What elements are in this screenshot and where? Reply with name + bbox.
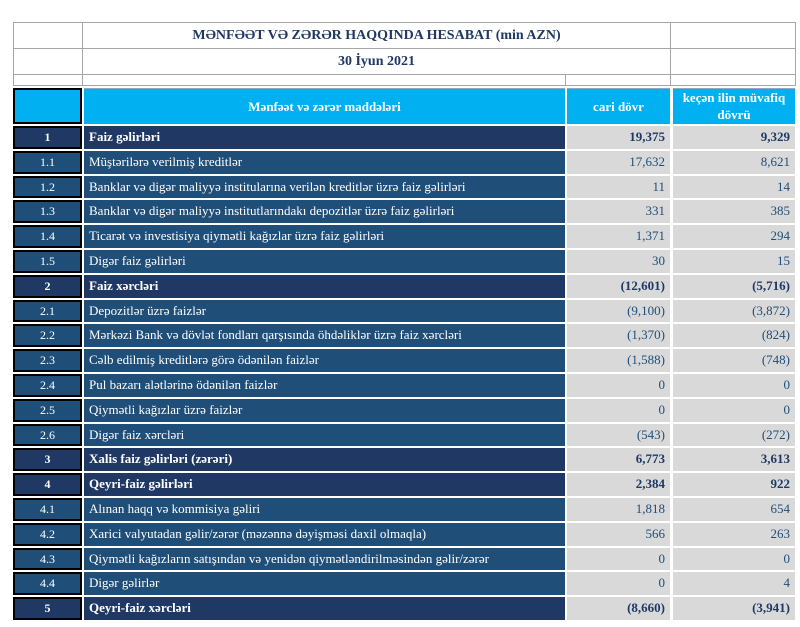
row-index-cell: 1.5	[13, 250, 82, 273]
row-index-cell: 1.2	[13, 176, 82, 199]
row-previous-value-cell: 9,329	[673, 126, 795, 149]
row-previous-value-cell: 385	[673, 200, 795, 223]
row-current-value-cell: 0	[567, 572, 670, 595]
table-row	[13, 126, 795, 149]
row-index-cell: 2.5	[13, 399, 82, 422]
row-current-value-cell: (543)	[567, 424, 670, 447]
row-index-cell: 1.3	[13, 200, 82, 223]
row-previous-value-cell: (3,941)	[673, 597, 795, 620]
table-row	[13, 572, 795, 595]
row-current-value-cell: (1,370)	[567, 324, 670, 347]
row-current-value-cell: 19,375	[567, 126, 670, 149]
row-label-cell: Pul bazarı alətlərinə ödənilən faizlər	[84, 374, 565, 397]
table-row	[13, 597, 795, 620]
row-current-value-cell: 1,818	[567, 498, 670, 521]
row-label-cell: Depozitlər üzrə faizlər	[84, 300, 565, 323]
row-previous-value-cell: (748)	[673, 349, 795, 372]
row-label-cell: Xarici valyutadan gəlir/zərər (məzənnə dəyişməsi daxil olmaqla)	[84, 523, 565, 546]
table-row	[13, 548, 795, 571]
corner-empty-cell	[14, 23, 83, 49]
row-previous-value-cell: 0	[673, 374, 795, 397]
row-previous-value-cell: 8,621	[673, 151, 795, 174]
empty-cell	[14, 49, 83, 75]
table-row	[13, 324, 795, 347]
row-previous-value-cell: (824)	[673, 324, 795, 347]
row-index-cell: 1.4	[13, 225, 82, 248]
table-row	[13, 399, 795, 422]
row-label-cell: Banklar və digər maliyyə institularına verilən kreditlər üzrə faiz gəlirləri	[84, 176, 565, 199]
row-current-value-cell: (9,100)	[567, 300, 670, 323]
row-previous-value-cell: 15	[673, 250, 795, 273]
empty-cell	[671, 75, 796, 86]
row-index-cell: 1	[13, 126, 82, 149]
table-row	[13, 523, 795, 546]
empty-cell	[671, 49, 796, 75]
empty-cell	[83, 75, 566, 86]
row-previous-value-cell: (272)	[673, 424, 795, 447]
row-index-cell: 2	[13, 275, 82, 298]
row-index-cell: 1.1	[13, 151, 82, 174]
row-index-cell: 2.3	[13, 349, 82, 372]
empty-cell	[14, 75, 83, 86]
row-previous-value-cell: 3,613	[673, 448, 795, 471]
row-index-cell: 4.4	[13, 572, 82, 595]
row-current-value-cell: 17,632	[567, 151, 670, 174]
table-row	[13, 275, 795, 298]
row-label-cell: Cəlb edilmiş kreditlərə görə ödənilən faizlər	[84, 349, 565, 372]
table-row	[13, 225, 795, 248]
index-column-header	[13, 88, 82, 124]
row-current-value-cell: (12,601)	[567, 275, 670, 298]
row-index-cell: 5	[13, 597, 82, 620]
row-previous-value-cell: 654	[673, 498, 795, 521]
row-index-cell: 2.2	[13, 324, 82, 347]
row-label-cell: Digər gəlirlər	[84, 572, 565, 595]
row-label-cell: Alınan haqq və kommisiya gəliri	[84, 498, 565, 521]
empty-cell	[671, 23, 796, 49]
row-current-value-cell: 0	[567, 548, 670, 571]
row-label-cell: Ticarət və investisiya qiymətli kağızlar üzrə faiz gəlirləri	[84, 225, 565, 248]
row-current-value-cell: (8,660)	[567, 597, 670, 620]
report-date: 30 İyun 2021	[83, 49, 671, 75]
row-current-value-cell: (1,588)	[567, 349, 670, 372]
row-label-cell: Mərkəzi Bank və dövlət fondları qarşısında öhdəliklər üzrə faiz xərcləri	[84, 324, 565, 347]
row-label-cell: Faiz xərcləri	[84, 275, 565, 298]
table-row	[13, 473, 795, 496]
row-previous-value-cell: 0	[673, 399, 795, 422]
row-label-cell: Faiz gəlirləri	[84, 126, 565, 149]
table-row	[13, 424, 795, 447]
row-label-cell: Xalis faiz gəlirləri (zərəri)	[84, 448, 565, 471]
table-row	[13, 448, 795, 471]
table-row	[13, 300, 795, 323]
table-row	[13, 498, 795, 521]
row-current-value-cell: 0	[567, 374, 670, 397]
row-previous-value-cell: 294	[673, 225, 795, 248]
row-previous-value-cell: 922	[673, 473, 795, 496]
row-index-cell: 4.3	[13, 548, 82, 571]
table-row	[13, 374, 795, 397]
row-previous-value-cell: 4	[673, 572, 795, 595]
row-index-cell: 4.2	[13, 523, 82, 546]
row-current-value-cell: 1,371	[567, 225, 670, 248]
row-current-value-cell: 0	[567, 399, 670, 422]
row-index-cell: 2.4	[13, 374, 82, 397]
row-previous-value-cell: 14	[673, 176, 795, 199]
current-period-column-header: cari dövr	[567, 88, 670, 124]
row-label-cell: Qiymətli kağızların satışından və yenidən qiymətləndirilməsindən gəlir/zərər	[84, 548, 565, 571]
row-label-cell: Qeyri-faiz xərcləri	[84, 597, 565, 620]
row-previous-value-cell: (3,872)	[673, 300, 795, 323]
row-index-cell: 4.1	[13, 498, 82, 521]
report-sheet	[13, 22, 795, 622]
row-current-value-cell: 6,773	[567, 448, 670, 471]
data-rows	[13, 126, 795, 620]
row-previous-value-cell: 0	[673, 548, 795, 571]
table-row	[13, 200, 795, 223]
row-current-value-cell: 566	[567, 523, 670, 546]
row-label-cell: Qiymətli kağızlar üzrə faizlər	[84, 399, 565, 422]
table-row	[13, 151, 795, 174]
row-label-cell: Qeyri-faiz gəlirləri	[84, 473, 565, 496]
items-column-header: Mənfəət və zərər maddələri	[84, 88, 565, 124]
column-header-row	[13, 88, 795, 124]
empty-cell	[566, 75, 671, 86]
row-label-cell: Banklar və digər maliyyə institutlarındakı depozitlər üzrə faiz gəlirləri	[84, 200, 565, 223]
row-current-value-cell: 11	[567, 176, 670, 199]
row-previous-value-cell: 263	[673, 523, 795, 546]
table-row	[13, 349, 795, 372]
report-caption-block	[13, 22, 796, 86]
report-title: MƏNFƏƏT VƏ ZƏRƏR HAQQINDA HESABAT (min AZN)	[83, 23, 671, 49]
previous-period-column-header: keçən ilin müvafiq dövrü	[673, 88, 795, 124]
row-current-value-cell: 30	[567, 250, 670, 273]
row-current-value-cell: 2,384	[567, 473, 670, 496]
row-index-cell: 2.1	[13, 300, 82, 323]
row-current-value-cell: 331	[567, 200, 670, 223]
row-index-cell: 4	[13, 473, 82, 496]
table-row	[13, 250, 795, 273]
row-index-cell: 2.6	[13, 424, 82, 447]
row-label-cell: Digər faiz gəlirləri	[84, 250, 565, 273]
row-label-cell: Müştərilərə verilmiş kreditlər	[84, 151, 565, 174]
row-previous-value-cell: (5,716)	[673, 275, 795, 298]
table-row	[13, 176, 795, 199]
row-label-cell: Digər faiz xərcləri	[84, 424, 565, 447]
row-index-cell: 3	[13, 448, 82, 471]
